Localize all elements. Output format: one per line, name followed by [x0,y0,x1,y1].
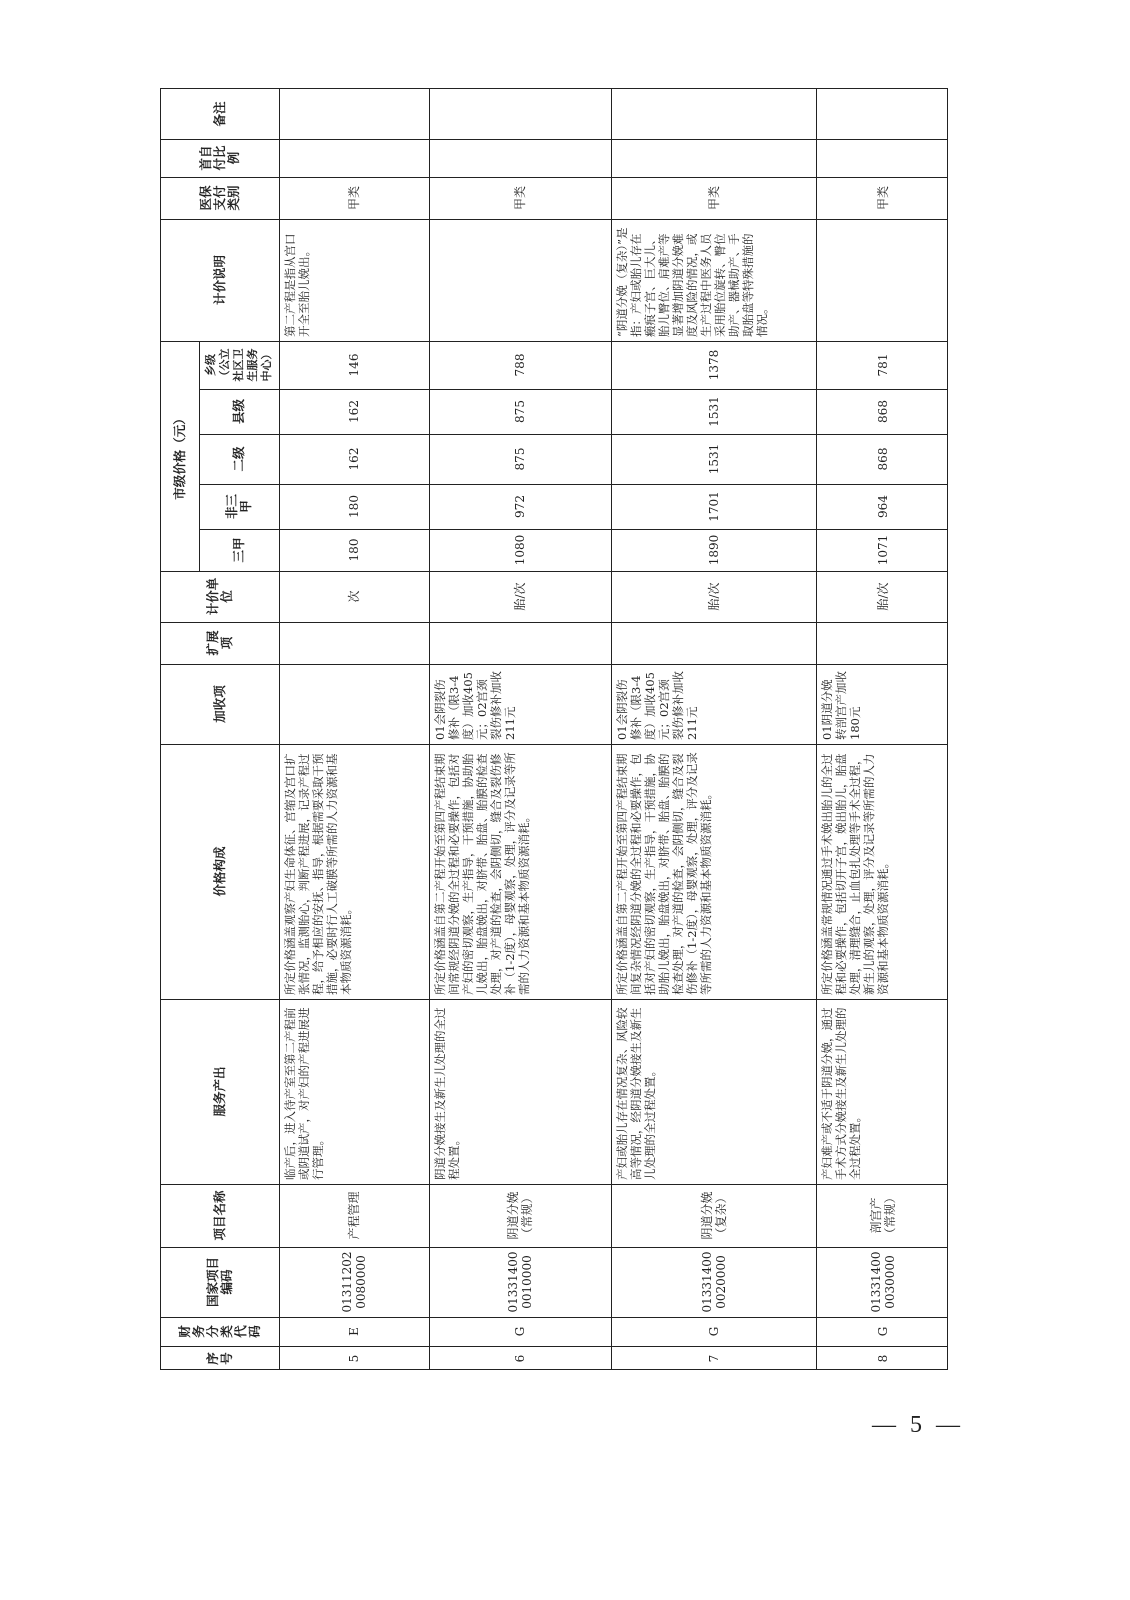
row-5-nat_code-text: 013112020080000 [340,1251,368,1313]
header-fin_code-text: 财务分类代码 [177,1325,262,1338]
header-desc [161,219,279,341]
header-unit [161,571,279,622]
row-5-composition-text: 所定价格涵盖观察产妇生命体征、宫缩及宫口扩张情况，监测胎心，判断产程进展，记录产程过程，给予相应的安抚、指导，根据需要采取干预措施，必要时行人工破膜等所需的人力资源和基本物质资源消耗。 [283,753,353,995]
row-6-l3a [429,529,611,571]
row-7-non3a-text: 1701 [706,491,721,522]
header-name [161,1184,279,1247]
row-6-county-text: 875 [513,400,527,423]
header-composition [161,744,279,999]
row-7-output-text: 产妇或胎儿存在情况复杂、风险较高等情况，经阴道分娩接生及新生儿处理的全过程处置。 [615,1007,657,1180]
header-remark [161,89,279,139]
row-5-township [279,341,429,389]
row-6-composition-text: 所定价格涵盖自第二产程开始至第四产程结束期间常规经阴道分娩的全过程和必要操作，包括对产妇的密切观察，生产指导，干预措施，协助胎儿娩出，胎盘娩出，对脐带、胎盘、胎膜的检查处理，对产道的检查，会阴侧切，缝合及裂伤修补（1-2度），母婴观察，处理，评分及记录等所需的人力资源和基本物质资源消耗。 [433,752,531,995]
row-6-output-text: 阴道分娩接生及新生儿处理的全过程处置。 [433,1007,461,1180]
row-7-county [611,389,816,434]
row-6-surcharge-text: 01会阴裂伤修补（限3-4度）加收405元；02宫颈裂伤修补加收211元 [433,671,517,740]
row-6-nat_code-text: 013314000010000 [506,1251,534,1313]
row-6-l2 [429,434,611,484]
header-desc-text: 计价说明 [212,255,227,306]
row-8-output [816,999,948,1184]
row-6-fin_code [429,1317,611,1346]
header-non3a [199,484,279,529]
header-insurance [161,177,279,219]
row-5-nat_code [279,1247,429,1317]
row-7-township [611,341,816,389]
row-5-remark [279,89,429,139]
row-6-insurance-text: 甲类 [513,186,527,211]
row-6-non3a [429,484,611,529]
row-5-desc [279,219,429,341]
row-5-name [279,1184,429,1247]
row-8-unit [816,571,948,622]
row-7-nat_code-text: 013314000020000 [699,1251,728,1313]
row-5-l2-text: 162 [347,447,361,471]
row-6-fin_code-text: G [513,1326,527,1337]
row-8-seq [816,1346,948,1370]
row-5-seq [279,1346,429,1370]
row-5-desc-text: 第二产程是指从宫口开全至胎儿娩出。 [283,233,311,337]
row-6-nat_code [429,1247,611,1317]
row-5-non3a-text: 180 [347,495,361,518]
row-6-desc [429,219,611,341]
row-8-non3a [816,484,948,529]
row-8-fin_code-text: G [875,1326,890,1337]
row-7-output [611,999,816,1184]
row-8-county [816,389,948,434]
row-7-remark [611,89,816,139]
row-8-seq-text: 8 [875,1354,890,1363]
header-l3a-text: 三甲 [231,537,246,563]
row-6-county [429,389,611,434]
row-5-fin_code [279,1317,429,1346]
header-l2 [199,434,279,484]
row-5-fin_code-text: E [347,1327,361,1336]
row-6-name [429,1184,611,1247]
row-5-output [279,999,429,1184]
header-composition-text: 价格构成 [212,846,227,897]
header-surcharge [161,664,279,744]
row-7-fin_code-text: G [706,1326,721,1337]
header-city-price-text: 市级价格（元） [172,412,187,500]
row-5-unit-text: 次 [347,590,361,603]
row-5-township-text: 146 [347,353,361,377]
row-7-nat_code [611,1247,816,1317]
row-8-insurance-text: 甲类 [875,186,890,211]
row-6-composition [429,744,611,999]
row-5-composition [279,744,429,999]
row-8-output-text: 产妇难产或不适于阴道分娩，通过手术方式分娩接生及新生儿处理的全过程处置。 [820,1007,862,1180]
row-8-unit-text: 胎/次 [875,582,890,611]
header-county [199,389,279,434]
row-7-desc [611,219,816,341]
row-8-township [816,341,948,389]
row-7-selfpay [611,139,816,177]
header-township [199,341,279,389]
header-seq-text: 序号 [205,1352,234,1365]
page-number: — 5 — [872,1412,964,1438]
row-8-township-text: 781 [875,353,890,377]
row-5-county [279,389,429,434]
row-8-surcharge [816,664,948,744]
header-output-text: 服务产出 [212,1066,227,1117]
row-7-l3a [611,529,816,571]
row-5-l3a [279,529,429,571]
row-7-l2-text: 1531 [706,443,721,475]
row-7-name-text: 阴道分娩（复杂） [699,1191,728,1240]
row-8-name [816,1184,948,1247]
header-unit-text: 计价单位 [205,577,234,616]
row-5-expansion [279,622,429,664]
row-5-unit [279,571,429,622]
row-7-name [611,1184,816,1247]
row-7-seq-text: 7 [706,1354,721,1363]
row-5-l2 [279,434,429,484]
row-7-surcharge-text: 01会阴裂伤修补（限3-4度）加收405元；02宫颈裂伤修补加收211元 [615,671,699,740]
row-8-l3a [816,529,948,571]
row-8-desc [816,219,948,341]
price-table [160,88,948,1370]
row-6-expansion [429,622,611,664]
header-nat_code-text: 国家项目编码 [205,1257,234,1308]
row-5-non3a [279,484,429,529]
row-8-composition-text: 所定价格涵盖常规情况通过手术娩出胎儿的全过程和必要操作，包括切开子宫，娩出胎儿，胎盘处理，清理缝合，止血包扎处理等手术全过程，新生儿的观察，处理，评分及记录等所需的人力资源和基本物质资源消耗。 [820,753,890,995]
header-surcharge-text: 加收项 [212,685,227,723]
header-fin_code [161,1317,279,1346]
row-6-unit-text: 胎/次 [513,582,527,611]
row-7-composition-text: 所定价格涵盖自第二产程开始至第四产程结束期间复杂情况经阴道分娩的全过程和必要操作，包括对产妇的密切观察，生产指导，干预措施，协助胎儿娩出，胎盘娩出，对脐带、胎盘、胎膜的检查处理，对产道的检查，会阴侧切，缝合及裂伤修补（1-2度），母婴观察，处理，评分及记录等所需的人力资源和基本物质资源消耗。 [615,752,713,995]
row-8-fin_code [816,1317,948,1346]
row-5-insurance [279,177,429,219]
header-county-text: 县级 [231,399,246,425]
row-6-selfpay [429,139,611,177]
row-6-seq [429,1346,611,1370]
header-nat_code [161,1247,279,1317]
row-5-seq-text: 5 [347,1354,361,1363]
row-7-seq [611,1346,816,1370]
row-8-selfpay [816,139,948,177]
header-township-text: 乡级（公立社区卫生服务中心） [204,348,273,382]
row-8-county-text: 868 [875,400,890,423]
row-7-unit-text: 胎/次 [706,582,721,611]
row-8-surcharge-text: 01阴道分娩转剖宫产加收180元 [820,671,862,740]
row-6-non3a-text: 972 [513,495,527,518]
row-6-insurance [429,177,611,219]
header-non3a-text: 非三甲 [224,494,253,520]
row-8-insurance [816,177,948,219]
row-7-county-text: 1531 [706,396,721,427]
row-8-l2 [816,434,948,484]
header-name-text: 项目名称 [212,1190,227,1241]
row-7-insurance-text: 甲类 [706,186,721,211]
row-6-township-text: 788 [513,353,527,377]
row-6-l3a-text: 1080 [513,534,527,566]
header-l3a [199,529,279,571]
row-6-township [429,341,611,389]
row-7-unit [611,571,816,622]
row-7-township-text: 1378 [706,349,721,381]
row-7-surcharge [611,664,816,744]
row-5-county-text: 162 [347,400,361,423]
header-insurance-text: 医保支付类别 [198,185,241,211]
row-6-name-text: 阴道分娩（常规） [506,1191,534,1240]
row-7-desc-text: “阴道分娩（复杂）”是指：产妇或胎儿存在瘢痕子宫、巨大儿、胎儿臀位、肩难产等显著增加阴道分娩难度及风险的情况，或生产过程中医务人员采用胎位旋转、臀位助产、器械助产、手取胎盘等特殊措施的情况。 [615,227,769,337]
row-7-non3a [611,484,816,529]
row-5-name-text: 产程管理 [347,1191,361,1240]
header-selfpay-text: 首自付比例 [198,145,241,171]
header-selfpay [161,139,279,177]
row-5-surcharge [279,664,429,744]
header-expansion-text: 扩展项 [205,630,234,656]
row-5-output-text: 临产后，进入待产室至第二产程前或阴道试产，对产妇的产程进展进行管理。 [283,1007,325,1180]
row-7-fin_code [611,1317,816,1346]
header-remark-text: 备注 [212,101,227,127]
row-8-remark [816,89,948,139]
row-8-expansion [816,622,948,664]
row-8-l3a-text: 1071 [875,534,890,566]
row-7-l2 [611,434,816,484]
header-l2-text: 二级 [231,446,246,472]
row-6-l2-text: 875 [513,447,527,471]
header-seq [161,1346,279,1370]
row-6-unit [429,571,611,622]
row-5-insurance-text: 甲类 [347,186,361,211]
row-6-seq-text: 6 [513,1354,527,1363]
row-5-l3a-text: 180 [347,538,361,562]
row-8-name-text: 剖宫产（常规） [868,1191,897,1240]
row-8-nat_code [816,1247,948,1317]
row-8-l2-text: 868 [875,447,890,471]
row-8-composition [816,744,948,999]
header-city-price [161,341,199,571]
row-7-composition [611,744,816,999]
row-5-selfpay [279,139,429,177]
row-7-insurance [611,177,816,219]
row-6-remark [429,89,611,139]
row-8-nat_code-text: 013314000030000 [868,1251,897,1313]
header-output [161,999,279,1184]
header-expansion [161,622,279,664]
row-7-expansion [611,622,816,664]
row-8-non3a-text: 964 [875,495,890,518]
row-6-surcharge [429,664,611,744]
row-6-output [429,999,611,1184]
row-7-l3a-text: 1890 [706,534,721,566]
